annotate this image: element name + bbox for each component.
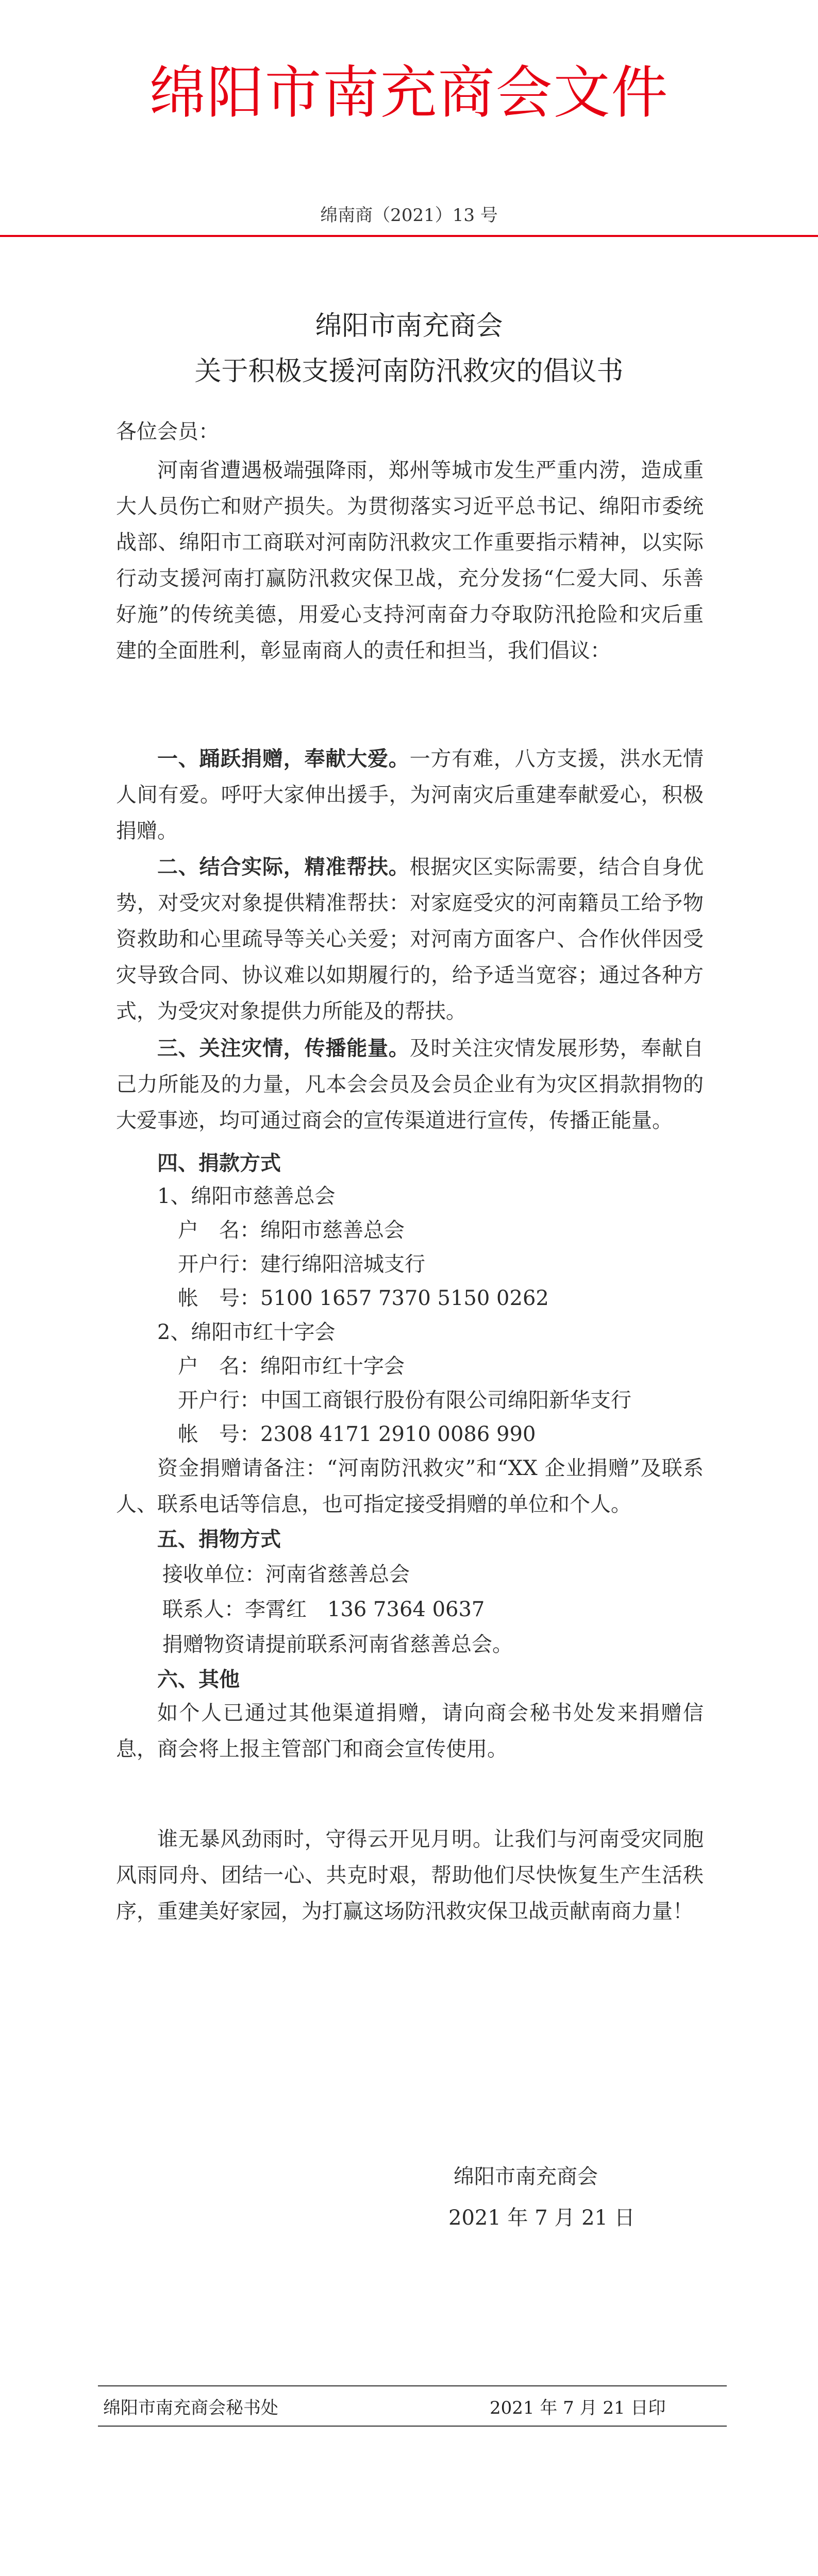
proposal-2 xyxy=(116,849,704,1029)
header-divider xyxy=(0,235,818,237)
proposal-2-text: 根据灾区实际需要，结合自身优势，对受灾对象提供精准帮扶：对家庭受灾的河南籍员工给予物资救助和心里疏导等关心关爱；对河南方面客户、合作伙伴因受灾导致合同、协议难以如期履行的，给予适当宽容；通过各种方式，为受灾对象提供力所能及的帮扶。 xyxy=(116,855,704,1023)
recipient-1-bank: 开户行：建行绵阳涪城支行 xyxy=(178,1252,425,1276)
proposal-3 xyxy=(116,1030,704,1139)
document-number: 绵南商（2021）13 号 xyxy=(320,205,498,226)
proposal-1-text: 一方有难，八方支援，洪水无情人间有爱。呼吁大家伸出援手，为河南灾后重建奉献爱心，积极捐赠。 xyxy=(116,747,704,843)
masthead-title: 绵阳市南充商会文件 xyxy=(149,60,669,126)
proposal-1-heading: 一、踊跃捐赠，奉献大爱。 xyxy=(157,747,410,771)
recipient-1-account-number: 帐 号：5100 1657 7370 5150 0262 xyxy=(178,1286,549,1310)
proposal-3-heading: 三、关注灾情，传播能量。 xyxy=(157,1036,410,1060)
closing-paragraph: 谁无暴风劲雨时，守得云开见月明。让我们与河南受灾同胞风雨同舟、团结一心、共克时艰，帮助他们尽快恢复生产生活秩序，重建美好家园，为打赢这场防汛救灾保卫战贡献南商力量！ xyxy=(116,1827,704,1923)
fund-donation-note: 资金捐赠请备注：“河南防汛救灾”和“XX 企业捐赠”及联系人、联系电话等信息，也可指定接受捐赠的单位和个人。 xyxy=(116,1456,704,1516)
material-contact: 联系人：李霄红 136 7364 0637 xyxy=(162,1598,485,1621)
proposal-2-heading: 二、结合实际，精准帮扶。 xyxy=(157,855,410,879)
donation-recipient-1: 1、绵阳市慈善总会 xyxy=(157,1184,336,1208)
other-channels-note: 如个人已通过其他渠道捐赠，请向商会秘书处发来捐赠信息，商会将上报主管部门和商会宣传使用。 xyxy=(116,1701,704,1761)
document-title-line2: 关于积极支援河南防汛救灾的倡议书 xyxy=(194,356,624,387)
proposal-3-text: 及时关注灾情发展形势，奉献自己力所能及的力量，凡本会会员及会员企业有为灾区捐款捐物的大爱事迹，均可通过商会的宣传渠道进行宣传，传播正能量。 xyxy=(116,1037,704,1132)
signature-date: 2021 年 7 月 21 日 xyxy=(448,2206,635,2230)
intro-paragraph: 河南省遭遇极端强降雨，郑州等城市发生严重内涝，造成重大人员伤亡和财产损失。为贯彻落实习近平总书记、绵阳市委统战部、绵阳市工商联对河南防汛救灾工作重要指示精神，以实际行动支援河南打赢防汛救灾保卫战，充分发扬“仁爱大同、乐善好施”的传统美德，用爱心支持河南奋力夺取防汛抢险和灾后重建的全面胜利，彰显南商人的责任和担当，我们倡议： xyxy=(116,459,704,663)
footer-print-date: 2021 年 7 月 21 日印 xyxy=(490,2398,666,2418)
footer-top-rule xyxy=(98,2385,727,2386)
footer-issuer: 绵阳市南充商会秘书处 xyxy=(103,2398,278,2418)
recipient-2-bank: 开户行：中国工商银行股份有限公司绵阳新华支行 xyxy=(178,1388,631,1412)
donation-recipient-2: 2、绵阳市红十字会 xyxy=(157,1320,336,1344)
signature-organization: 绵阳市南充商会 xyxy=(454,2165,598,2189)
section-6-heading: 六、其他 xyxy=(157,1667,240,1691)
recipient-2-account-name: 户 名：绵阳市红十字会 xyxy=(178,1354,405,1378)
document-title-line1: 绵阳市南充商会 xyxy=(315,311,503,342)
material-receiver: 接收单位：河南省慈善总会 xyxy=(162,1563,410,1586)
recipient-1-account-name: 户 名：绵阳市慈善总会 xyxy=(178,1218,405,1242)
material-note: 捐赠物资请提前联系河南省慈善总会。 xyxy=(162,1633,513,1656)
section-5-heading: 五、捐物方式 xyxy=(157,1527,281,1551)
proposal-1 xyxy=(116,741,704,849)
salutation: 各位会员： xyxy=(116,420,219,444)
recipient-2-account-number: 帐 号：2308 4171 2910 0086 990 xyxy=(178,1422,536,1446)
section-4-heading: 四、捐款方式 xyxy=(157,1151,281,1175)
footer-bottom-rule xyxy=(98,2426,727,2427)
